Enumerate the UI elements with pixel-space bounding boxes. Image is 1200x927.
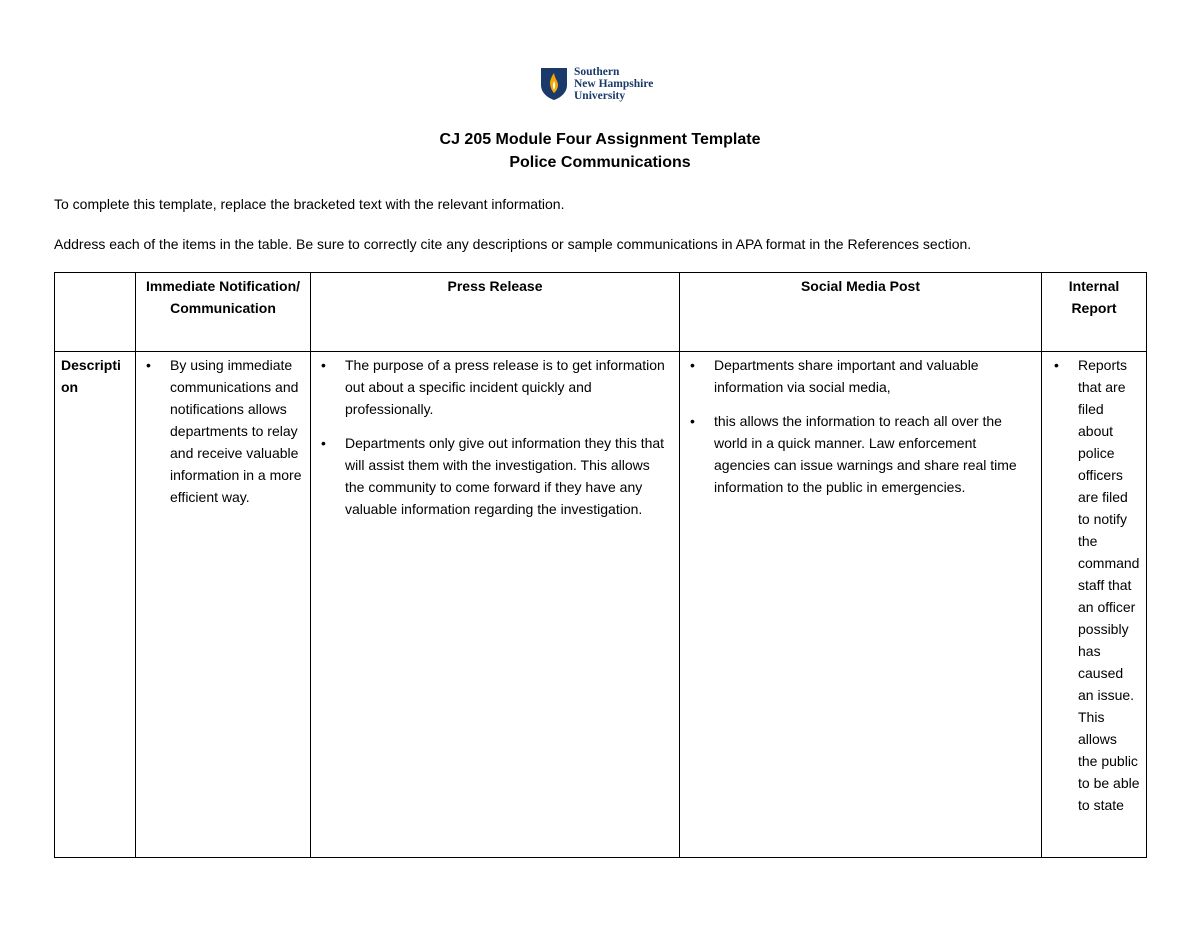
table-cell[interactable]: [136, 352, 311, 858]
table-cell[interactable]: [1042, 352, 1147, 858]
flame-shield-icon: [540, 67, 568, 101]
document-title: CJ 205 Module Four Assignment Template: [439, 131, 761, 148]
document-title-block: [0, 128, 1200, 174]
list-item: • Departments share important and valuable information via social media,: [714, 354, 1035, 398]
column-header: Press Release: [311, 273, 680, 352]
column-header: Immediate Notification/Communication: [136, 273, 311, 352]
intro-paragraph: To complete this template, replace the bracketed text with the relevant information.: [54, 196, 565, 212]
list-item: • By using immediate communications and notifications allows departments to relay and receive valuable information in a more efficient way.: [170, 354, 304, 508]
logo-line: University: [574, 90, 626, 102]
column-header: [55, 273, 136, 352]
table-header-row: [55, 273, 1147, 352]
list-item: • Reports that are filed about police officers are filed to notify the command staff that an officer possibly has caused an issue. This allows the public to be able to state: [1078, 354, 1140, 816]
list-item: • The purpose of a press release is to get information out about a specific incident quickly and professionally.: [345, 354, 673, 420]
logo-line: Southern: [574, 66, 620, 78]
table-cell[interactable]: [311, 352, 680, 858]
column-header: Internal Report: [1042, 273, 1147, 352]
column-header: Social Media Post: [680, 273, 1042, 352]
list-item: • Departments only give out information they this that will assist them with the investigation. This allows the community to come forward if they have any valuable information regarding the investigation.: [345, 432, 673, 520]
document-subtitle: Police Communications: [509, 154, 691, 171]
list-item: • this allows the information to reach all over the world in a quick manner. Law enforcement agencies can issue warnings and share real time information to the public in emergencies.: [714, 410, 1035, 498]
logo-line: New Hampshire: [574, 78, 654, 90]
row-header: Description: [55, 352, 136, 858]
communications-table: [54, 272, 1147, 858]
intro-paragraph: Address each of the items in the table. Be sure to correctly cite any descriptions or sample communications in APA format in the References section.: [54, 236, 972, 252]
university-logo: [540, 66, 653, 102]
logo-wordmark: [574, 66, 653, 102]
table-row: [55, 352, 1147, 858]
table-cell[interactable]: [680, 352, 1042, 858]
